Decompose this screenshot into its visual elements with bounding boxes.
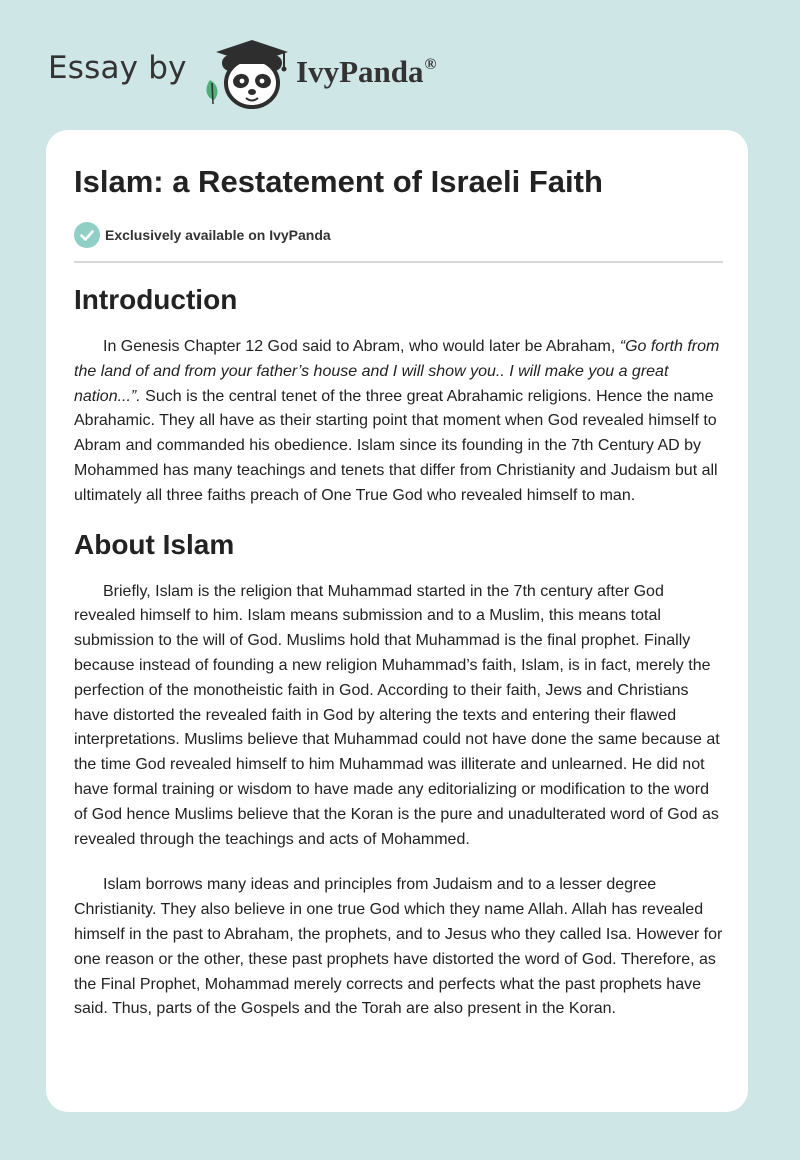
paragraph [74,335,723,509]
exclusive-badge [74,222,331,248]
genesis-quote: “Go forth from the land of and from your father’s house and I will show you.. I will make you a great nation...”. [74,338,720,405]
section-heading: Introduction [74,284,238,315]
section-heading: About Islam [74,528,235,560]
section-about-islam [74,529,723,1023]
title-divider [74,261,723,263]
site-header [0,0,800,128]
trademark-symbol: ® [424,56,437,73]
check-circle-icon [74,222,100,248]
essay-body [74,284,723,1043]
paragraph-rest: Such is the central tenet of the three great Abrahamic religions. Hence the name Abrahamic. They all have as their starting point that moment when God revealed himself to Abram and commanded his obedience. Islam since its founding in the 7th Century AD by Mohammed has many teachings and tenets that differ from Christianity and Judaism but all ultimately all three faiths preach of One True God who revealed himself to man. [74,387,718,504]
exclusive-badge-label: Exclusively available on IvyPanda [105,227,331,243]
brand-name-text: IvyPanda [296,54,424,89]
essay-card [46,130,748,1112]
paragraph-lead: In Genesis Chapter 12 God said to Abram, who would later be Abraham, [103,338,620,355]
section-introduction [74,284,723,509]
panda-graduation-cap-icon[interactable] [200,36,298,110]
brand-name[interactable] [296,54,436,90]
paragraph: Briefly, Islam is the religion that Muhammad started in the 7th century after God revealed himself to him. Islam means submission and to a Muslim, this means total submission to the will of God. Muslims hold that Muhammad is the final prophet. Finally because instead of founding a new religion Muhammad’s faith, Islam, is in fact, merely the perfection of the monotheistic faith in God. According to their faith, Jews and Christians have distorted the revealed faith in God by altering the texts and entering their flawed interpretations. Muslims believe that Muhammad could not have done the same because at the time God revealed himself to him Muhammad was illiterate and unlearned. He did not have formal training or wisdom to have made any editorializing or modification to the word of God hence Muslims believe that the Koran is the pure and unadulterated word of God as revealed through the teachings and acts of Mohammed. [74,582,720,848]
paragraph: Islam borrows many ideas and principles from Judaism and to a lesser degree Christianity. They also believe in one true God which they name Allah. Allah has revealed himself in the past to Abraham, the prophets, and to Jesus who they called Isa. However for one reason or the other, these past prophets have distorted the word of God. Therefore, as the Final Prophet, Mohammad merely corrects and perfects what the past prophets have said. Thus, parts of the Gospels and the Torah are also present in the Koran. [74,876,723,1018]
page-title: Islam: a Restatement of Israeli Faith [74,164,603,199]
essay-by-label: Essay by [48,50,187,86]
